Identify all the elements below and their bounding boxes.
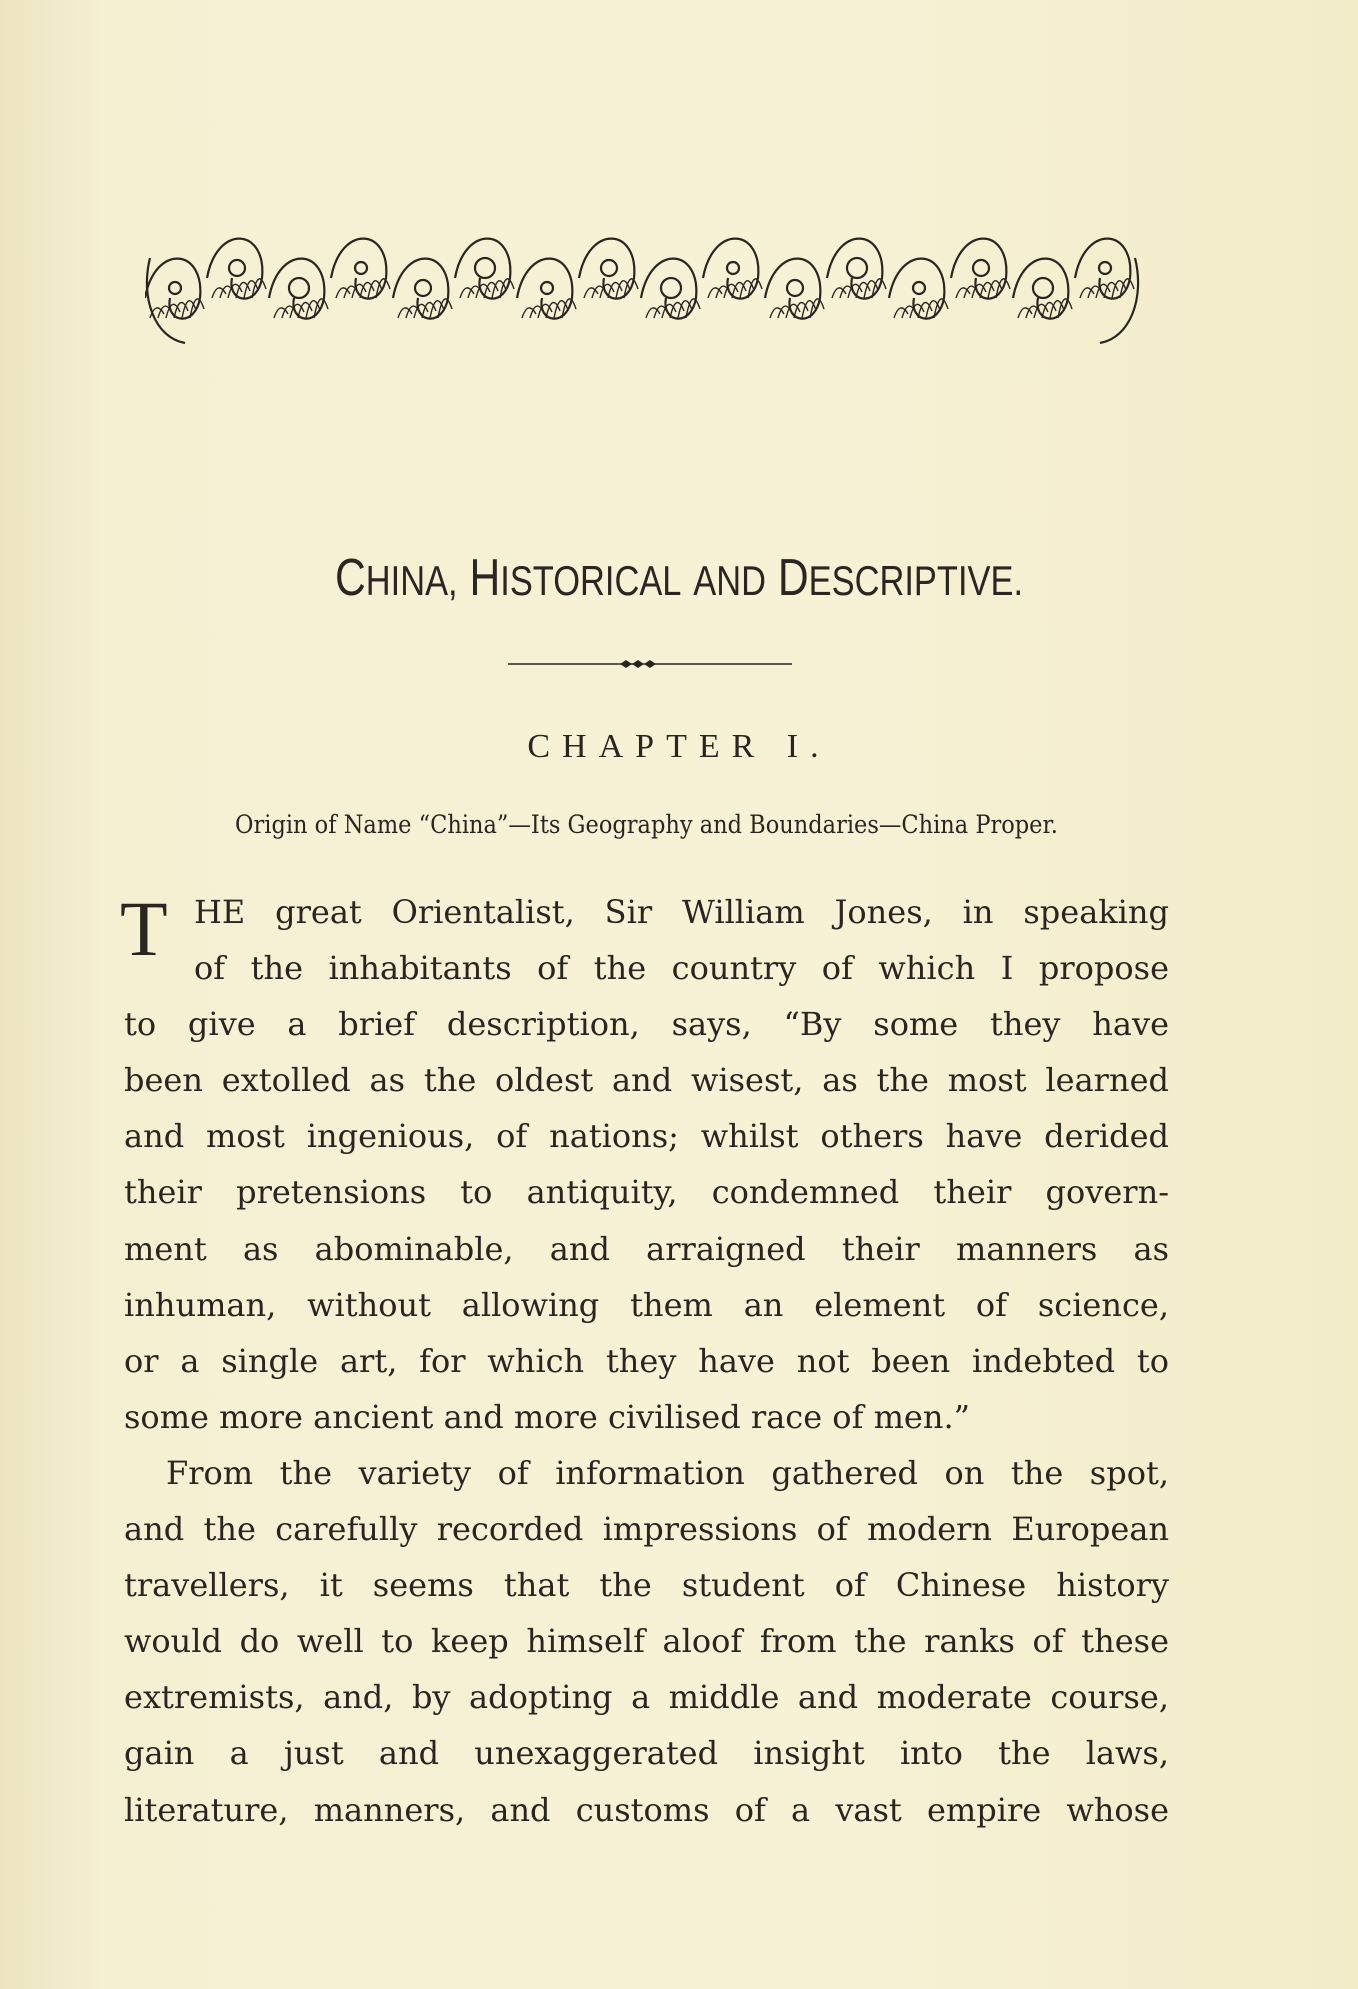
title-word: ISTORICAL [500, 557, 682, 604]
chapter-heading: CHAPTER I. [527, 728, 831, 765]
body-line [124, 1501, 1169, 1557]
text-line: and most ingenious, of nations; whilst others have derided [124, 1117, 1169, 1156]
body-line [124, 1782, 1169, 1838]
body-line [124, 1557, 1169, 1613]
floral-headpiece-ornament [145, 218, 1140, 358]
drop-cap: T [120, 885, 168, 972]
text-line: some more ancient and more civilised race of men.” [124, 1397, 970, 1436]
text-line: travellers, it seems that the student of Chinese history [124, 1566, 1169, 1605]
book-title [122, 548, 1236, 608]
body-line [124, 996, 1169, 1052]
body-line [124, 1669, 1169, 1725]
body-line [124, 1445, 1169, 1501]
title-cap: D [777, 549, 809, 607]
title-cap: H [469, 549, 501, 607]
body-line [124, 1164, 1169, 1220]
text-line: would do well to keep himself aloof from the ranks of these [124, 1622, 1169, 1661]
body-line [124, 884, 1169, 940]
title-divider [508, 660, 792, 668]
chapter-summary: Origin of Name “China”—Its Geography and Boundaries—China Proper. [235, 810, 1058, 839]
text-line: or a single art, for which they have not been indebted to [124, 1341, 1169, 1380]
text-line: of the inhabitants of the country of which I propose [194, 949, 1169, 988]
text-line: ment as abominable, and arraigned their manners as [124, 1229, 1169, 1268]
body-line [124, 1221, 1169, 1277]
body-line [124, 1108, 1169, 1164]
body-line [124, 1613, 1169, 1669]
body-text [120, 884, 1169, 1838]
body-line [124, 1725, 1169, 1781]
title-word: ESCRIPTIVE. [808, 557, 1024, 604]
body-line [124, 940, 1169, 996]
text-line: From the variety of information gathered on the spot, [166, 1453, 1169, 1492]
text-line: been extolled as the oldest and wisest, as the most learned [124, 1061, 1169, 1100]
text-line: extremists, and, by adopting a middle and moderate course, [124, 1678, 1169, 1717]
body-line [124, 1052, 1169, 1108]
title-cap: C [334, 549, 366, 607]
body-line [124, 1333, 1169, 1389]
text-line: and the carefully recorded impressions of modern European [124, 1510, 1169, 1549]
title-word: HINA, [365, 557, 458, 604]
body-line [124, 1277, 1169, 1333]
title-word: AND [693, 557, 767, 604]
text-line: HE great Orientalist, Sir William Jones, in speaking [194, 893, 1169, 931]
body-line [124, 1389, 1169, 1445]
text-line: gain a just and unexaggerated insight into the laws, [124, 1734, 1169, 1773]
text-line: literature, manners, and customs of a vast empire whose [124, 1790, 1169, 1829]
text-line: their pretensions to antiquity, condemned their govern- [124, 1173, 1169, 1212]
text-line: inhuman, without allowing them an element of science, [124, 1285, 1169, 1324]
text-line: to give a brief description, says, “By some they have [124, 1005, 1169, 1044]
